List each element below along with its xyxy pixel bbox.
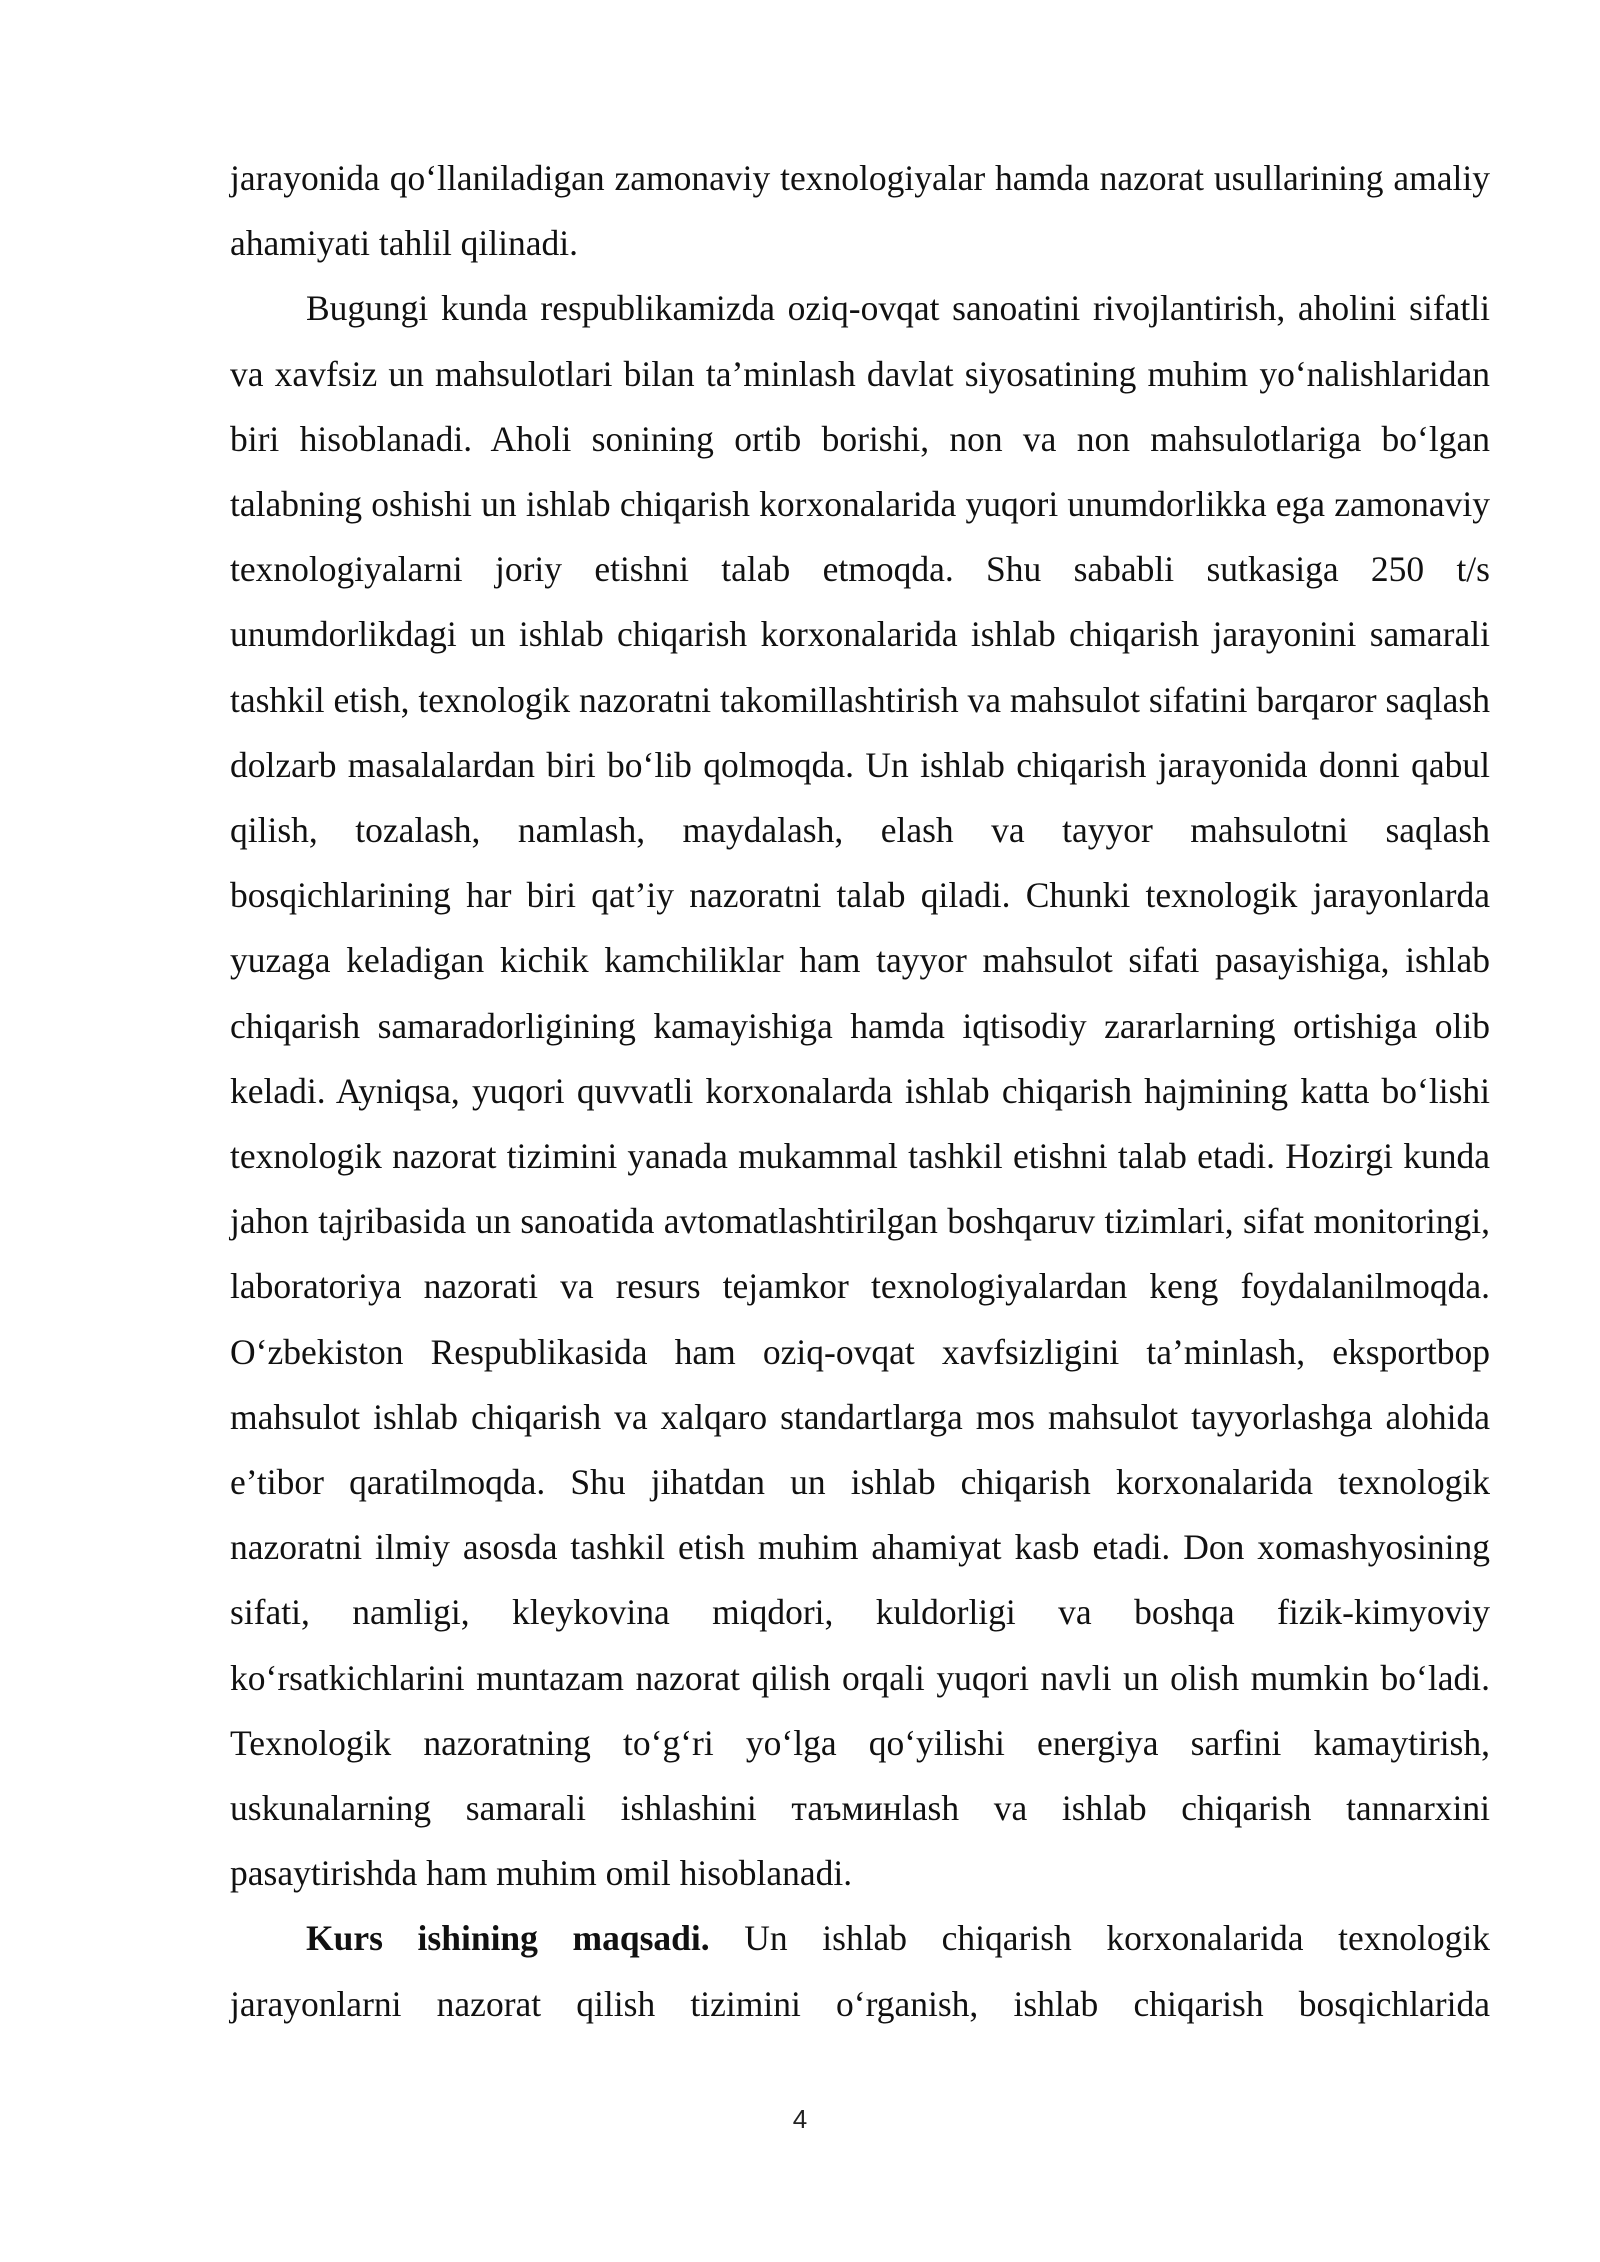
course-goal-text: Un ishlab chiqarish korxonalarida texnologik jarayonlarni nazorat qilish tizimini o‘rganish, ishlab chiqarish bosqichlarida: [230, 1918, 1490, 2024]
course-goal-heading: Kurs ishining maqsadi.: [306, 1918, 710, 1959]
paragraph-introduction: Bugungi kunda respublikamizda oziq-ovqat sanoatini rivojlantirish, aholini sifatli va xavfsiz un mahsulotlari bilan ta’minlash davlat siyosatining muhim yo‘nalishlaridan biri hisoblanadi. Aholi sonining ortib borishi, non va non mahsulotlariga bo‘lgan talabning oshishi un ishlab chiqarish korxonalarida yuqori unumdorlikka ega zamonaviy texnologiyalarni joriy etishni talab etmoqda. Shu sababli sutkasiga 250 t/s unumdorlikdagi un ishlab chiqarish korxonalarida ishlab chiqarish jarayonini samarali tashkil etish, texnologik nazoratni takomillashtirish va mahsulot sifatini barqaror saqlash dolzarb masalalardan biri bo‘lib qolmoqda. Un ishlab chiqarish jarayonida donni qabul qilish, tozalash, namlash, maydalash, elash va tayyor mahsulotni saqlash bosqichlarining har biri qat’iy nazoratni talab qiladi. Chunki texnologik jarayonlarda yuzaga keladigan kichik kamchiliklar ham tayyor mahsulot sifati pasayishiga, ishlab chiqarish samaradorligining kamayishiga hamda iqtisodiy zararlarning ortishiga olib keladi. Ayniqsa, yuqori quvvatli korxonalarda ishlab chiqarish hajmining katta bo‘lishi texnologik nazorat tizimini yanada mukammal tashkil etishni talab etadi. Hozirgi kunda jahon tajribasida un sanoatida avtomatlashtirilgan boshqaruv tizimlari, sifat monitoringi, laboratoriya nazorati va resurs tejamkor texnologiyalardan keng foydalanilmoqda. O‘zbekiston Respublikasida ham oziq-ovqat xavfsizligini ta’minlash, eksportbop mahsulot ishlab chiqarish va xalqaro standartlarga mos mahsulot tayyorlashga alohida e’tibor qaratilmoqda. Shu jihatdan un ishlab chiqarish korxonalarida texnologik nazoratni ilmiy asosda tashkil etish muhim ahamiyat kasb etadi. Don xomashyosining sifati, namligi, kleykovina miqdori, kuldorligi va boshqa fizik-kimyoviy ko‘rsatkichlarini muntazam nazorat qilish orqali yuqori navli un olish mumkin bo‘ladi. Texnologik nazoratning to‘g‘ri yo‘lga qo‘yilishi energiya sarfini kamaytirish, uskunalarning samarali ishlashini таъминlash va ishlab chiqarish tannarxini pasaytirishda ham muhim omil hisoblanadi.: [230, 288, 1490, 1894]
page-number: 4: [792, 2104, 808, 2134]
paragraph-continuation: jarayonida qo‘llaniladigan zamonaviy texnologiyalar hamda nazorat usullarining amaliy ahamiyati tahlil qilinadi.: [230, 158, 1490, 264]
paragraph-course-goal: [230, 1906, 1490, 2036]
page-body: [230, 146, 1490, 2037]
